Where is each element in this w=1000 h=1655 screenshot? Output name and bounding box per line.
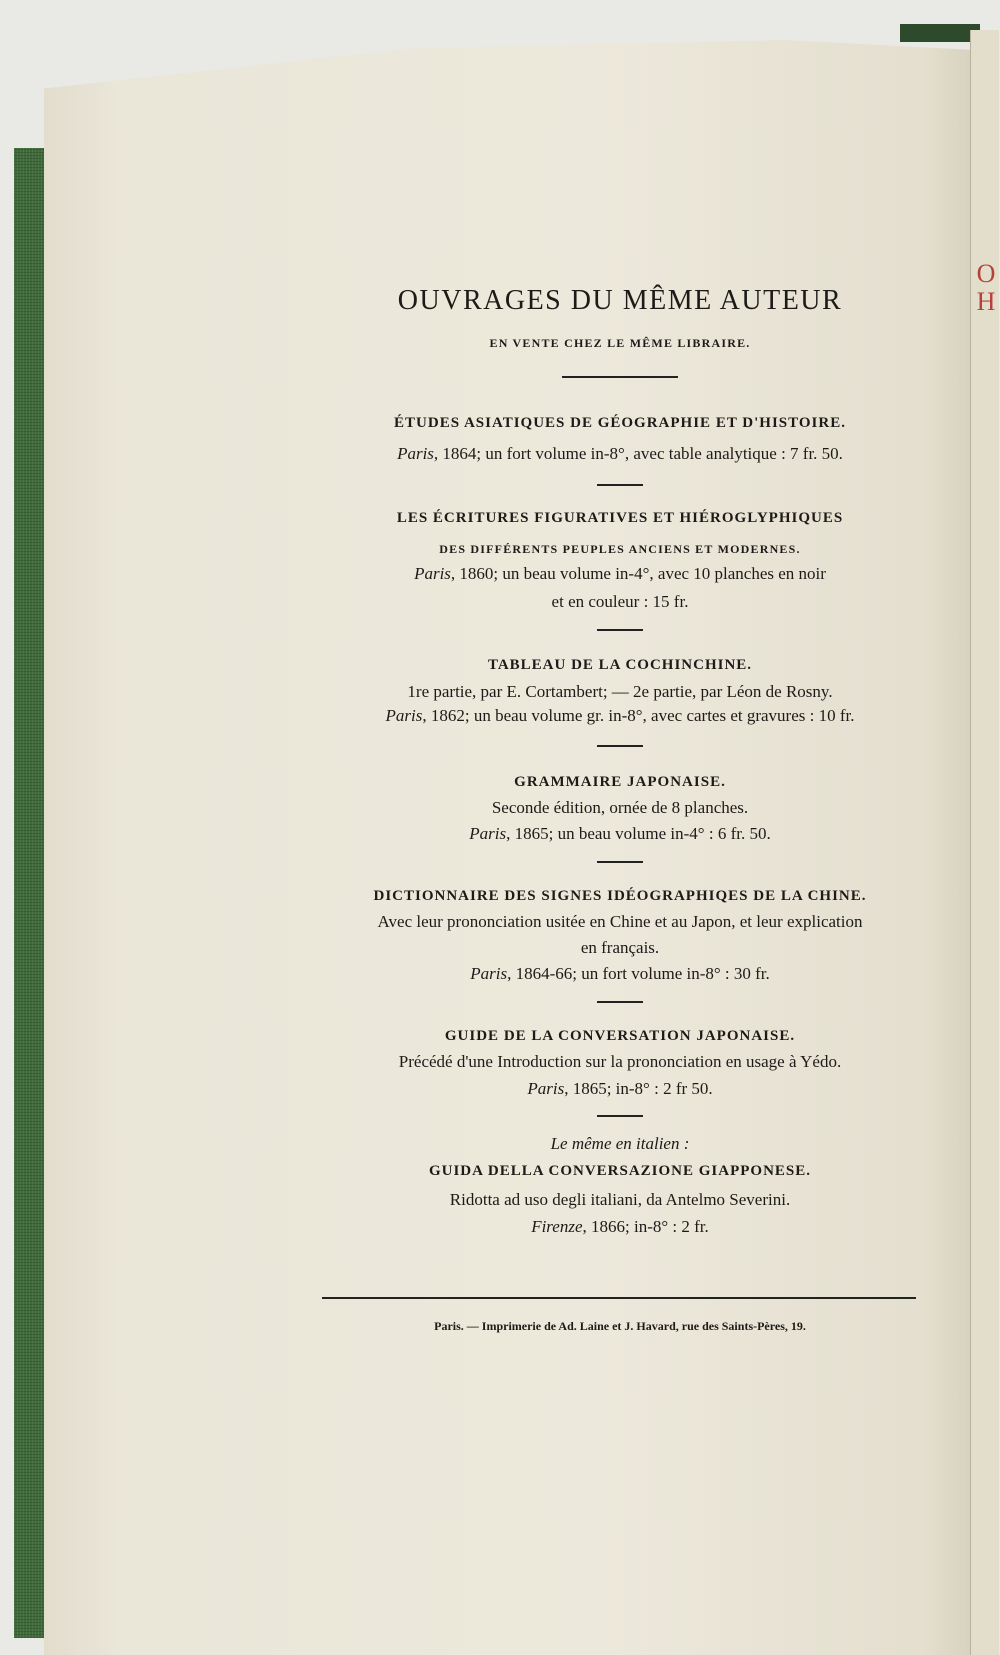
work-details (300, 823, 940, 845)
work-details-text: , 1864; un fort volume in-8°, avec table analytique : 7 fr. 50. (433, 444, 843, 463)
page-title: OUVRAGES DU MÊME AUTEUR (397, 285, 843, 316)
divider (597, 745, 643, 747)
work-place: Paris (527, 1079, 565, 1098)
work-note: Précédé d'une Introduction sur la prononciation en usage à Yédo. (398, 1052, 842, 1071)
work-note: Avec leur prononciation usitée en Chine et au Japon, et leur explication (377, 912, 863, 931)
work-details (300, 443, 940, 465)
divider (597, 861, 643, 863)
work-title: TABLEAU DE LA COCHINCHINE. (487, 657, 753, 673)
work-title: DICTIONNAIRE DES SIGNES IDÉOGRAPHIQES DE LA CHINE. (373, 888, 867, 904)
page-subtitle: EN VENTE CHEZ LE MÊME LIBRAIRE. (489, 336, 751, 350)
work-details-text: , 1865; in-8° : 2 fr 50. (564, 1079, 713, 1098)
divider (597, 1001, 643, 1003)
work-details (300, 1078, 940, 1100)
work-note: Ridotta ad uso degli italiani, da Antelmo Severini. (449, 1190, 791, 1209)
facing-page-letters: OH (976, 259, 996, 316)
work-place: Paris (469, 824, 507, 843)
work-details-text: , 1865; un beau volume in-4° : 6 fr. 50. (506, 824, 771, 843)
work-title: ÉTUDES ASIATIQUES DE GÉOGRAPHIE ET D'HISTOIRE. (394, 415, 846, 431)
work-details (300, 705, 940, 727)
book-cover-cloth (14, 148, 48, 1638)
work-details-text: , 1860; un beau volume in-4°, avec 10 planches en noir (450, 564, 826, 583)
divider (597, 1115, 643, 1117)
work-note: Seconde édition, ornée de 8 planches. (491, 798, 749, 817)
work-details (300, 563, 940, 585)
divider (597, 629, 643, 631)
work-title: LES ÉCRITURES FIGURATIVES ET HIÉROGLYPHIQUES (396, 510, 844, 526)
work-subtitle: DES DIFFÉRENTS PEUPLES ANCIENS ET MODERNES. (439, 542, 801, 556)
work-details-text: , 1866; in-8° : 2 fr. (582, 1217, 709, 1236)
work-details-text: , 1862; un beau volume gr. in-8°, avec cartes et gravures : 10 fr. (422, 706, 855, 725)
work-title: GUIDE DE LA CONVERSATION JAPONAISE. (444, 1028, 796, 1044)
work-place: Paris (397, 444, 434, 463)
work-details (300, 963, 940, 985)
work-details-cont: et en couleur : 15 fr. (551, 592, 689, 611)
work-title: GRAMMAIRE JAPONAISE. (514, 774, 726, 790)
work-place: Paris (385, 706, 423, 725)
work-details-text: , 1864-66; un fort volume in-8° : 30 fr. (507, 964, 770, 983)
work-place: Paris (470, 964, 508, 983)
work-details (300, 1216, 940, 1238)
work-place: Firenze (531, 1217, 583, 1236)
work-place: Paris (414, 564, 451, 583)
imprint: Paris. — Imprimerie de Ad. Laine et J. Havard, rue des Saints-Pères, 19. (434, 1319, 806, 1333)
footer-rule (322, 1297, 916, 1299)
work-title: GUIDA DELLA CONVERSAZIONE GIAPPONESE. (428, 1163, 812, 1179)
book-cover-top (900, 24, 980, 42)
book-page (44, 40, 970, 1655)
work-intro: Le même en italien : (550, 1134, 690, 1153)
divider (597, 484, 643, 486)
divider (562, 376, 678, 378)
work-note-cont: en français. (580, 938, 660, 957)
work-note: 1re partie, par E. Cortambert; — 2e partie, par Léon de Rosny. (407, 682, 833, 701)
